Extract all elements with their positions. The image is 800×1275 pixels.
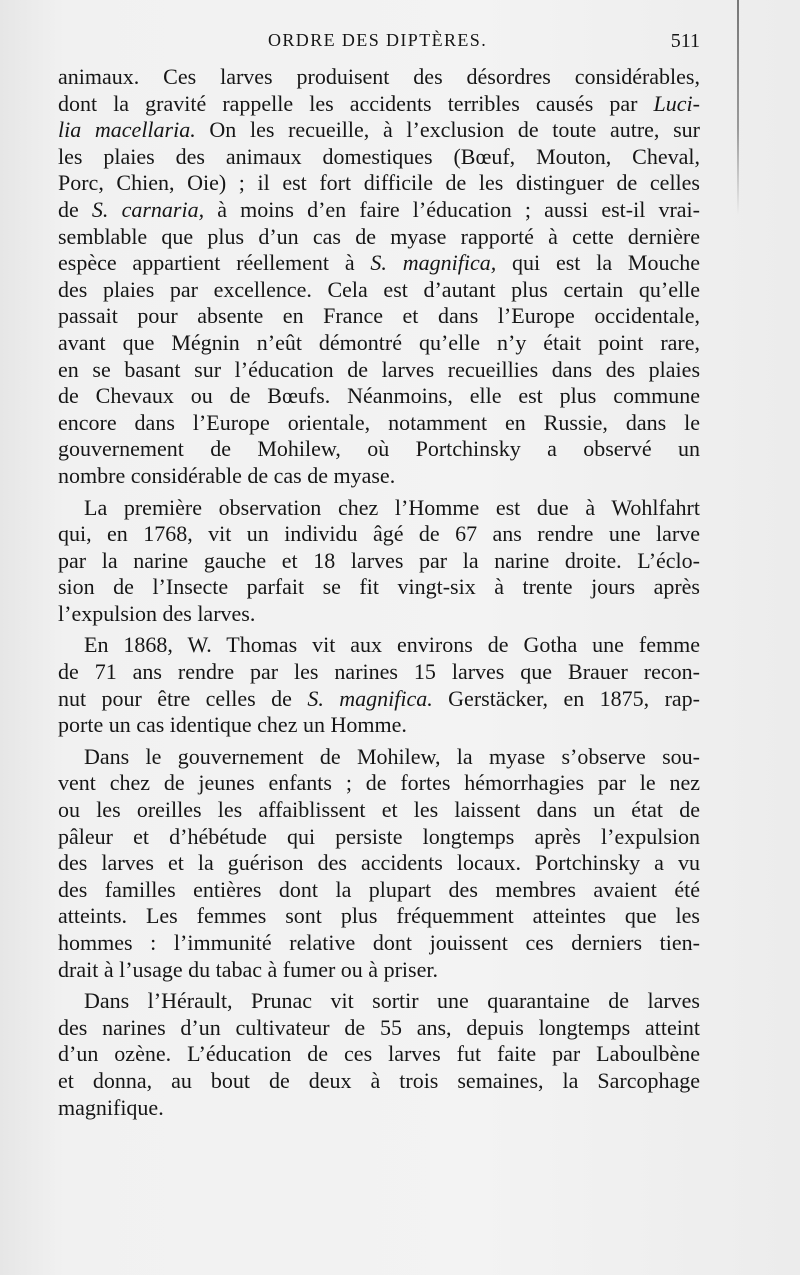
italic-text: Luci- bbox=[653, 90, 700, 116]
text-line bbox=[58, 770, 700, 797]
text-line bbox=[58, 224, 700, 251]
text-line bbox=[58, 574, 700, 601]
text-run: des familles entières dont la plupart des membres avaient été bbox=[58, 876, 700, 902]
text-line bbox=[58, 1015, 700, 1042]
text-line bbox=[58, 957, 700, 984]
text-line bbox=[58, 686, 700, 713]
text-line bbox=[58, 197, 700, 224]
text-line bbox=[58, 436, 700, 463]
text-line bbox=[58, 1095, 700, 1122]
text-line bbox=[58, 170, 700, 197]
text-run: drait à l’usage du tabac à fumer ou à priser. bbox=[58, 956, 438, 982]
text-run: vent chez de jeunes enfants ; de fortes hémorrhagies par le nez bbox=[58, 770, 700, 796]
italic-text: S. carnaria, bbox=[91, 196, 205, 222]
running-head: ORDRE DES DIPTÈRES. bbox=[268, 30, 488, 50]
text-run: espèce appartient réellement à bbox=[58, 250, 371, 276]
text-run: par la narine gauche et 18 larves par la narine droite. L’éclo- bbox=[58, 547, 700, 573]
text-run: nut pour être celles de bbox=[58, 685, 308, 711]
text-line bbox=[58, 988, 700, 1015]
text-run: de Chevaux ou de Bœufs. Néanmoins, elle est plus commune bbox=[58, 383, 700, 409]
text-run: Gerstäcker, en 1875, rap- bbox=[432, 685, 700, 711]
text-line bbox=[58, 797, 700, 824]
text-line bbox=[58, 357, 700, 384]
paragraph bbox=[58, 495, 700, 628]
text-line bbox=[58, 64, 700, 91]
text-line bbox=[58, 601, 700, 628]
paragraph bbox=[58, 744, 700, 983]
text-line bbox=[58, 410, 700, 437]
text-run: l’expulsion des larves. bbox=[58, 600, 256, 626]
text-line bbox=[58, 1068, 700, 1095]
text-line bbox=[58, 117, 700, 144]
page-edge-mark bbox=[737, 0, 739, 215]
text-run: d’un ozène. L’éducation de ces larves fut faite par Laboulbène bbox=[58, 1041, 700, 1067]
text-line bbox=[58, 744, 700, 771]
text-run: passait pour absente en France et dans l’Europe occidentale, bbox=[58, 303, 700, 329]
text-run: animaux. Ces larves produisent des désordres considérables, bbox=[58, 64, 700, 89]
italic-text: S. magnifica, bbox=[370, 250, 497, 276]
text-line bbox=[58, 548, 700, 575]
text-run: atteints. Les femmes sont plus fréquemment atteintes que les bbox=[58, 903, 700, 929]
text-line bbox=[58, 930, 700, 957]
text-run: avant que Mégnin n’eût démontré qu’elle n’y était point rare, bbox=[58, 329, 700, 355]
paragraph bbox=[58, 988, 700, 1121]
text-line bbox=[58, 903, 700, 930]
paragraph bbox=[58, 632, 700, 738]
text-run: sion de l’Insecte parfait se fit vingt-six à trente jours après bbox=[58, 574, 700, 600]
text-run: ou les oreilles les affaiblissent et les laissent dans un état de bbox=[58, 797, 700, 823]
text-run: qui est la Mouche bbox=[496, 250, 700, 276]
text-run: et donna, au bout de deux à trois semaines, la Sarcophage bbox=[58, 1067, 700, 1093]
text-run: en se basant sur l’éducation de larves recueillies dans des plaies bbox=[58, 356, 700, 382]
text-line bbox=[58, 850, 700, 877]
text-run: Porc, Chien, Oie) ; il est fort difficile de les distinguer de celles bbox=[58, 170, 700, 196]
text-run: des plaies par excellence. Cela est d’autant plus certain qu’elle bbox=[58, 276, 700, 302]
text-run: dont la gravité rappelle les accidents terribles causés par bbox=[58, 90, 654, 116]
paragraph bbox=[58, 64, 700, 490]
text-line bbox=[58, 383, 700, 410]
italic-text: S. magnifica. bbox=[307, 685, 433, 711]
text-line bbox=[58, 712, 700, 739]
text-run: des larves et la guérison des accidents locaux. Portchinsky a vu bbox=[58, 850, 700, 876]
text-line bbox=[58, 91, 700, 118]
text-run: porte un cas identique chez un Homme. bbox=[58, 712, 407, 738]
text-line bbox=[58, 303, 700, 330]
text-line bbox=[58, 877, 700, 904]
text-run: de 71 ans rendre par les narines 15 larves que Brauer recon- bbox=[58, 659, 700, 685]
text-line bbox=[58, 495, 700, 522]
text-run: On les recueille, à l’exclusion de toute autre, sur bbox=[195, 117, 700, 143]
text-run: les plaies des animaux domestiques (Bœuf, Mouton, Cheval, bbox=[58, 143, 700, 169]
text-run: de bbox=[58, 196, 92, 222]
page-header bbox=[58, 30, 700, 56]
text-line bbox=[58, 144, 700, 171]
text-run: nombre considérable de cas de myase. bbox=[58, 462, 396, 488]
text-line bbox=[58, 250, 700, 277]
text-run: En 1868, W. Thomas vit aux environs de Gotha une femme bbox=[84, 632, 700, 658]
text-line bbox=[58, 330, 700, 357]
text-run: semblable que plus d’un cas de myase rapporté à cette dernière bbox=[58, 223, 700, 249]
text-run: gouvernement de Mohilew, où Portchinsky a observé un bbox=[58, 436, 700, 462]
page-number: 511 bbox=[670, 30, 700, 52]
text-run: Dans le gouvernement de Mohilew, la myase s’observe sou- bbox=[84, 743, 700, 769]
text-run: encore dans l’Europe orientale, notamment en Russie, dans le bbox=[58, 409, 700, 435]
text-run: pâleur et d’hébétude qui persiste longtemps après l’expulsion bbox=[58, 823, 700, 849]
italic-text: lia macellaria. bbox=[58, 117, 196, 143]
text-run: magnifique. bbox=[58, 1094, 164, 1120]
text-line bbox=[58, 659, 700, 686]
text-run: qui, en 1768, vit un individu âgé de 67 ans rendre une larve bbox=[58, 521, 700, 547]
text-line bbox=[58, 632, 700, 659]
text-line bbox=[58, 463, 700, 490]
text-line bbox=[58, 1041, 700, 1068]
text-run: Dans l’Hérault, Prunac vit sortir une quarantaine de larves bbox=[84, 988, 700, 1014]
text-run: à moins d’en faire l’éducation ; aussi est-il vrai- bbox=[204, 196, 700, 222]
text-run: des narines d’un cultivateur de 55 ans, depuis longtemps atteint bbox=[58, 1014, 700, 1040]
body-text bbox=[58, 64, 700, 1126]
text-line bbox=[58, 277, 700, 304]
text-run: La première observation chez l’Homme est due à Wohlfahrt bbox=[84, 494, 700, 520]
text-line bbox=[58, 521, 700, 548]
text-run: hommes : l’immunité relative dont jouissent ces derniers tien- bbox=[58, 930, 700, 955]
text-line bbox=[58, 824, 700, 851]
